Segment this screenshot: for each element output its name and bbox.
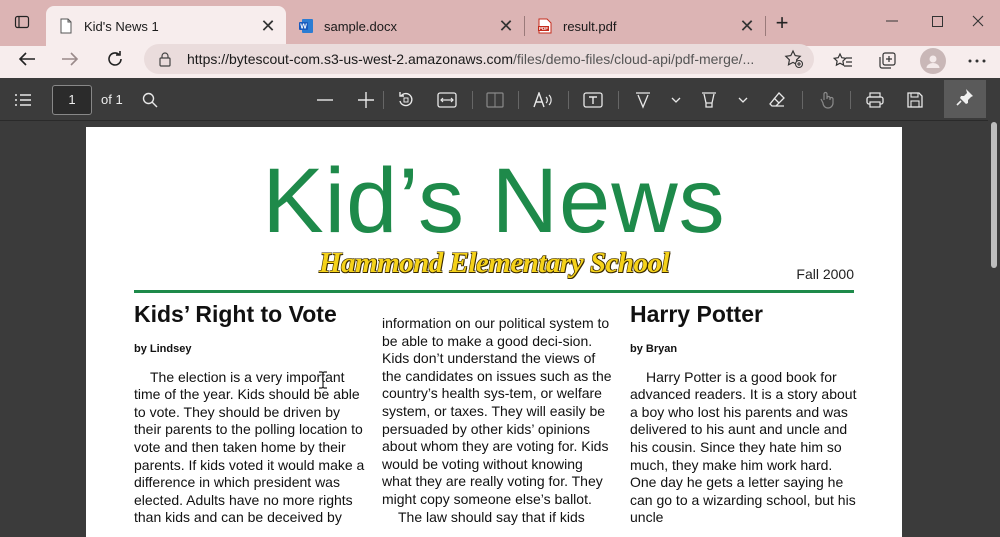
toolbar-divider [802, 91, 803, 109]
add-text-icon[interactable] [582, 89, 604, 111]
url-path: /files/demo-files/cloud-api/pdf-merge/... [513, 51, 755, 67]
article-heading: Kids’ Right to Vote [134, 301, 337, 327]
pdf-page [86, 127, 902, 537]
zoom-in-icon[interactable] [355, 89, 377, 111]
document-icon [58, 18, 74, 34]
eraser-icon[interactable] [766, 89, 788, 111]
article-body: The election is a very important time of the year. Kids should be able to vote. They should be driven by their parents to the polling location to vote and then taken home by their parents. If kids voted it would make a difference in which president was elected. Adults have no more rights than kids and can be deceived by [134, 368, 365, 526]
tab-actions-icon[interactable] [14, 14, 30, 30]
close-tab-icon[interactable]: ✕ [739, 15, 755, 36]
toolbar-divider [850, 91, 851, 109]
search-icon[interactable] [139, 89, 161, 111]
article-column-2 [382, 315, 614, 526]
toolbar-divider [383, 91, 384, 109]
read-aloud-icon[interactable] [532, 89, 554, 111]
profile-avatar[interactable] [920, 48, 946, 74]
text-cursor-icon [318, 371, 328, 395]
scrollbar-thumb[interactable] [991, 122, 997, 268]
issue-season: Fall 2000 [796, 266, 854, 282]
tab-title: sample.docx [324, 18, 397, 34]
new-tab-button[interactable]: + [775, 10, 789, 35]
url-host: https://bytescout-com.s3-us-west-2.amazonaws.com [187, 51, 514, 67]
page-number-input[interactable]: 1 [52, 85, 92, 115]
article-body-continued: The law should say that if kids [398, 508, 585, 525]
touch-write-icon[interactable] [816, 89, 838, 111]
rotate-icon[interactable] [395, 89, 417, 111]
highlight-icon[interactable] [698, 89, 720, 111]
page-view-icon[interactable] [484, 89, 506, 111]
toolbar-divider [472, 91, 473, 109]
pdf-icon [537, 18, 553, 34]
tab-strip [0, 0, 1000, 46]
chevron-down-icon[interactable] [732, 89, 754, 111]
tab-title: Kid's News 1 [84, 18, 159, 34]
vertical-scrollbar[interactable] [988, 120, 1000, 530]
table-of-contents-icon[interactable] [12, 89, 34, 111]
toolbar-divider [568, 91, 569, 109]
word-icon [298, 18, 314, 34]
toolbar-divider [518, 91, 519, 109]
close-tab-icon[interactable]: ✕ [260, 15, 276, 36]
pdf-toolbar [0, 79, 1000, 121]
pin-toolbar-button[interactable] [944, 80, 986, 118]
pin-icon [956, 88, 974, 111]
fit-width-icon[interactable] [436, 89, 458, 111]
school-name: Hammond Elementary School [318, 247, 670, 279]
article-body: information on our political system to be able to make a good deci-sion. Kids don’t understand the views of the candidates on issues such as the country’s health sys-tem, or welfare system, or taxes. They will easily be persuaded by other kids’ opinions about whom they are voting for. Kids would be voting without knowing what they are really voting for. They might copy someone else’s ballot. [382, 315, 612, 507]
chevron-down-icon[interactable] [665, 89, 687, 111]
refresh-icon[interactable] [102, 46, 128, 72]
zoom-out-icon[interactable] [314, 89, 336, 111]
article-column-3 [630, 297, 862, 527]
tab-result-pdf[interactable] [525, 6, 765, 46]
close-tab-icon[interactable]: ✕ [498, 15, 514, 36]
article-byline: by Lindsey [134, 343, 192, 355]
maximize-button[interactable] [922, 10, 952, 32]
close-window-button[interactable] [963, 10, 993, 32]
more-menu-icon[interactable] [964, 48, 990, 74]
article-column-1 [134, 297, 366, 527]
save-icon[interactable] [904, 89, 926, 111]
article-byline: by Bryan [630, 343, 678, 355]
tab-kids-news[interactable] [46, 6, 286, 46]
address-bar[interactable] [144, 44, 814, 74]
page-count: of 1 [101, 92, 123, 107]
url-text[interactable] [187, 51, 754, 67]
svg-text:PDF: PDF [539, 26, 548, 32]
back-icon[interactable] [14, 46, 40, 72]
tab-title: result.pdf [563, 18, 617, 34]
newsletter-masthead: Kid’s News [262, 150, 726, 252]
article-body: Harry Potter is a good book for advanced readers. It is a story about a boy who lost his parents and was delivered to his aunt and uncle and his cousin. Since they hate him so much, they make him work hard. One day he gets a letter saying he can go to a wizarding school, but his uncle [630, 368, 857, 526]
tab-sample-docx[interactable] [286, 6, 524, 46]
minimize-button[interactable] [877, 10, 907, 32]
draw-icon[interactable] [632, 89, 654, 111]
svg-text:W: W [300, 23, 307, 31]
tab-separator [765, 16, 766, 36]
article-heading: Harry Potter [630, 301, 763, 327]
lock-icon[interactable] [158, 51, 172, 72]
forward-icon[interactable] [57, 46, 83, 72]
header-divider [134, 290, 854, 293]
collections-icon[interactable] [874, 48, 900, 74]
print-icon[interactable] [864, 89, 886, 111]
toolbar-divider [618, 91, 619, 109]
favorites-icon[interactable] [830, 48, 856, 74]
add-favorite-icon[interactable] [784, 49, 804, 74]
